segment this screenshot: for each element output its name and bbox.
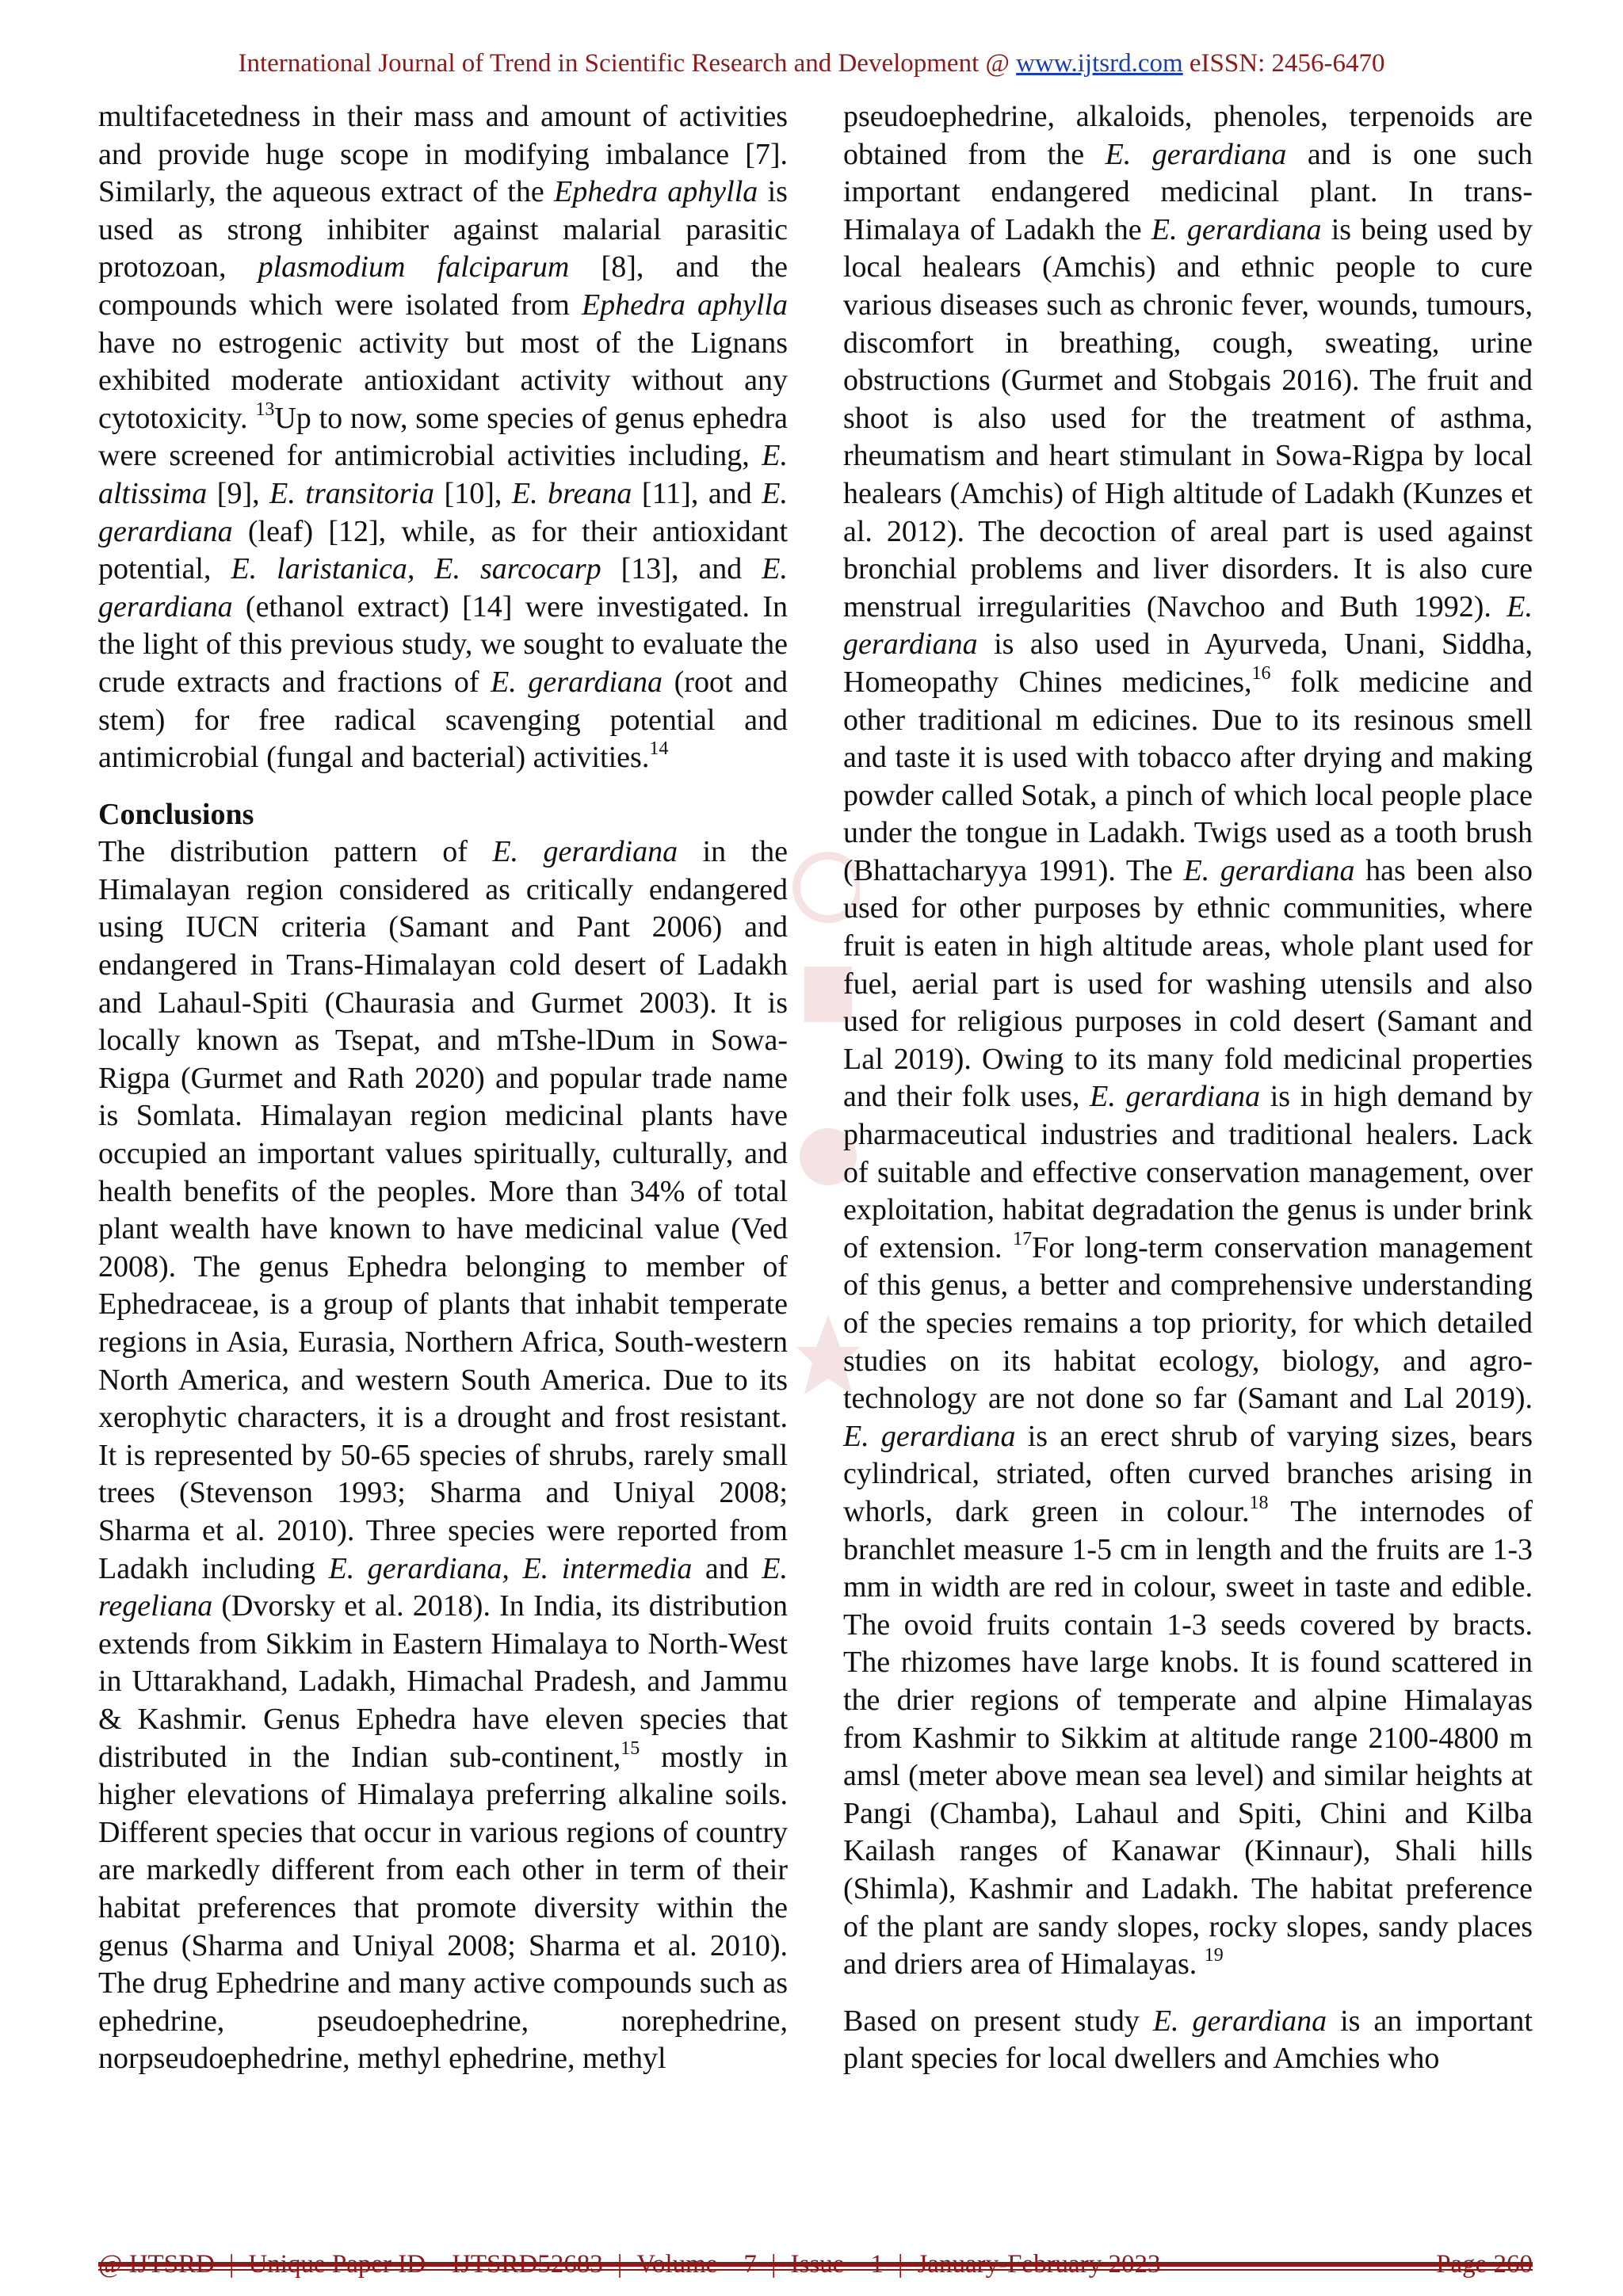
footer-page-number: Page 260 [1436, 2250, 1533, 2279]
running-header [0, 49, 1623, 78]
footer-paper-id: Unique Paper ID – IJTSRD52683 [248, 2250, 603, 2279]
footer-date: January-February 2023 [917, 2250, 1161, 2279]
right-paragraph-2: Based on present study E. gerardiana is an important plant species for local dwellers and Amchies who [843, 2004, 1533, 2076]
left-paragraph-1: multifacetedness in their mass and amount of activities and provide huge scope in modifying imbalance [7]. Similarly, the aqueous extract of the Ephedra aphylla is used as strong inhibiter against malarial parasitic protozoan, plasmodium falciparum [8], and the compounds which were isolated from Ephedra aphylla have no estrogenic activity but most of the Lignans exhibited moderate antioxidant activity without any cytotoxicity. $^{13}$Up to now, some species of genus ephedra were screened for antimicrobial activities including, E. altissima [9], E. transitoria [10], E. breana [11], and E. gerardiana (leaf) [12], while, as for their antioxidant potential, E. laristanica, E. sarcocarp [13], and E. gerardiana (ethanol extract) [14] were investigated. In the light of this previous study, we sought to evaluate the crude extracts and fractions of E. gerardiana (root and stem) for free radical scavenging potential and antimicrobial (fungal and bacterial) activities.$^{14}$ [98, 100, 788, 775]
footer-journal: @ IJTSRD [98, 2250, 215, 2279]
left-paragraph-2: The distribution pattern of E. gerardiana in the Himalayan region considered as critically endangered using IUCN criteria (Samant and Pant 2006) and endangered in Trans-Himalayan cold desert of Ladakh and Lahaul-Spiti (Chaurasia and Gurmet 2003). It is locally known as Tsepat, and mTshe-lDum in Sowa-Rigpa (Gurmet and Rath 2020) and popular trade name is Somlata. Himalayan region medicinal plants have occupied an important values spiritually, culturally, and health benefits of the peoples. More than 34% of total plant wealth have known to have medicinal value (Ved 2008). The genus Ephedra belonging to member of Ephedraceae, is a group of plants that inhabit temperate regions in Asia, Eurasia, Northern Africa, South-western North America, and western South America. Due to its xerophytic characters, it is a drought and frost resistant. It is represented by 50-65 species of shrubs, rarely small trees (Stevenson 1993; Sharma and Uniyal 2008; Sharma et al. 2010). Three species were reported from Ladakh including E. gerardiana, E. intermedia and E. regeliana (Dvorsky et al. 2018). In India, its distribution extends from Sikkim in Eastern Himalaya to North-West in Uttarakhand, Ladakh, Himachal Pradesh, and Jammu & Kashmir. Genus Ephedra have eleven species that distributed in the Indian sub-continent,$^{15}$ mostly in higher elevations of Himalaya preferring alkaline soils. Different species that occur in various regions of country are markedly different from each other in term of their habitat preferences that promote diversity within the genus (Sharma and Uniyal 2008; Sharma et al. 2010). The drug Ephedrine and many active compounds such as ephedrine, pseudoephedrine, norephedrine, norpseudoephedrine, methyl ephedrine, methyl [98, 835, 788, 2076]
running-footer [98, 2250, 1533, 2279]
footer-issue: Issue – 1 [790, 2250, 884, 2279]
journal-url-link[interactable]: www.ijtsrd.com [1016, 49, 1183, 78]
journal-issn: eISSN: 2456-6470 [1182, 49, 1385, 78]
footer-volume: Volume – 7 [636, 2250, 757, 2279]
left-column [98, 98, 788, 2078]
journal-name: International Journal of Trend in Scientific Research and Development @ [238, 49, 1017, 78]
right-paragraph-1: pseudoephedrine, alkaloids, phenoles, terpenoids are obtained from the E. gerardiana and is one such important endangered medicinal plant. In trans-Himalaya of Ladakh the E. gerardiana is being used by local healears (Amchis) and ethnic people to cure various diseases such as chronic fever, wounds, tumours, discomfort in breathing, cough, sweating, urine obstructions (Gurmet and Stobgais 2016). The fruit and shoot is also used for the treatment of asthma, rheumatism and heart stimulant in Sowa-Rigpa by local healears (Amchis) of High altitude of Ladakh (Kunzes et al. 2012). The decoction of areal part is used against bronchial problems and liver disorders. It is also cure menstrual irregularities (Navchoo and Buth 1992). E. gerardiana is also used in Ayurveda, Unani, Siddha, Homeopathy Chines medicines,$^{16}$ folk medicine and other traditional m edicines. Due to its resinous smell and taste it is used with tobacco after drying and making powder called Sotak, a pinch of which local people place under the tongue in Ladakh. Twigs used as a tooth brush (Bhattacharyya 1991). The E. gerardiana has been also used for other purposes by ethnic communities, where fruit is eaten in high altitude areas, whole plant used for fuel, aerial part is used for washing utensils and also used for religious purposes in cold desert (Samant and Lal 2019). Owing to its many fold medicinal properties and their folk uses, E. gerardiana is in high demand by pharmaceutical industries and traditional healers. Lack of suitable and effective conservation management, over exploitation, habitat degradation the genus is under brink of extension. $^{17}$For long-term conservation management of this genus, a better and comprehensive understanding of the species remains a top priority, for which detailed studies on its habitat ecology, biology, and agro-technology are not done so far (Samant and Lal 2019). E. gerardiana is an erect shrub of varying sizes, bears cylindrical, striated, often curved branches arising in whorls, dark green in colour.$^{18}$ The internodes of branchlet measure 1-5 cm in length and the fruits are 1-3 mm in width are red in colour, sweet in taste and edible. The ovoid fruits contain 1-3 seeds covered by bracts. The rhizomes have large knobs. It is found scattered in the drier regions of temperate and alpine Himalayas from Kashmir to Sikkim at altitude range 2100-4800 m amsl (meter above mean sea level) and similar heights at Pangi (Chamba), Lahaul and Spiti, Chini and Kilba Kailash ranges of Kanawar (Kinnaur), Shali hills (Shimla), Kashmir and Ladakh. The habitat preference of the plant are sandy slopes, rocky slopes, sandy places and driers area of Himalayas. $^{19}$ [843, 100, 1533, 1981]
footer-left: @ IJTSRD | Unique Paper ID – IJTSRD52683 | Volume – 7 | Issue – 1 | January-February 2023 [98, 2250, 1161, 2279]
right-column [843, 98, 1533, 2078]
section-heading-conclusions: Conclusions [98, 797, 254, 831]
